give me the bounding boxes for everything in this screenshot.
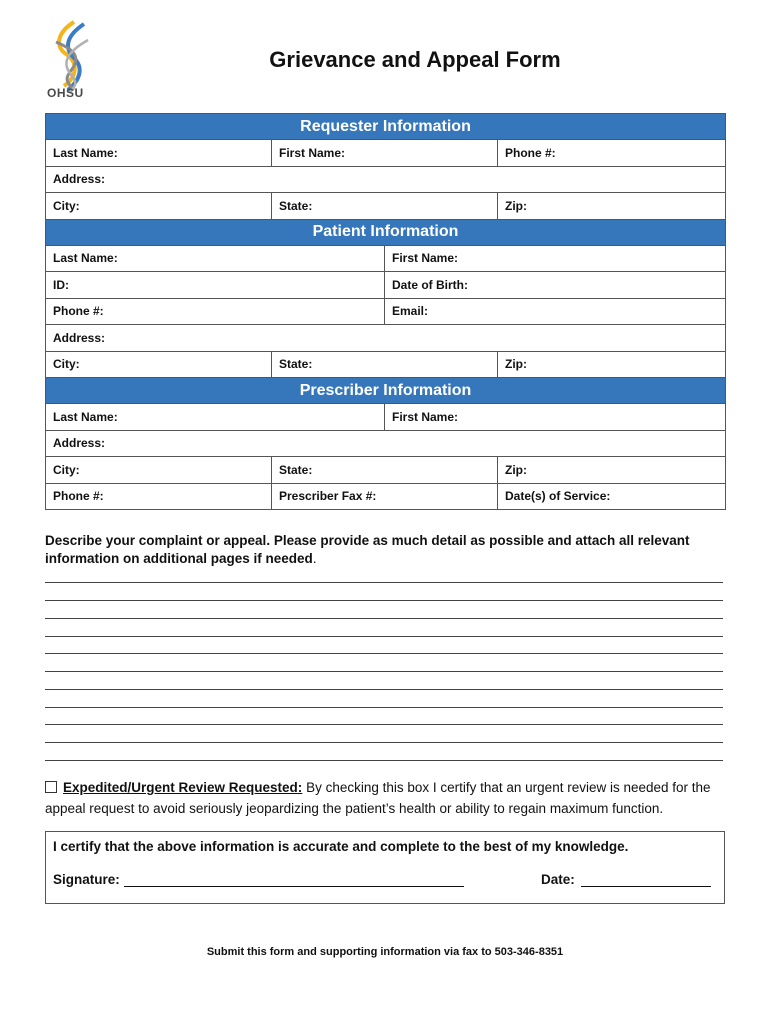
certification-box: [45, 831, 725, 904]
patient-id-field[interactable]: ID:: [46, 272, 385, 299]
patient-dob-field[interactable]: Date of Birth:: [385, 272, 726, 299]
date-label: Date:: [541, 872, 575, 887]
urgent-review-text: By checking this box I certify that an urgent review is needed for the appeal request to avoid seriously jeopardizing the patient’s health or ability to regain maximum function.: [45, 780, 711, 816]
patient-first-name-field[interactable]: First Name:: [385, 245, 726, 272]
description-line[interactable]: [45, 671, 723, 672]
certification-statement: I certify that the above information is accurate and complete to the best of my knowledge.: [53, 839, 629, 854]
patient-city-field[interactable]: City:: [46, 351, 272, 378]
date-line[interactable]: [581, 886, 711, 887]
prescriber-dates-of-service-field[interactable]: Date(s) of Service:: [498, 483, 726, 510]
prescriber-state-field[interactable]: State:: [272, 457, 498, 484]
patient-email-field[interactable]: Email:: [385, 298, 726, 325]
patient-zip-field[interactable]: Zip:: [498, 351, 726, 378]
description-line[interactable]: [45, 653, 723, 654]
prescriber-section-header: Prescriber Information: [46, 378, 726, 404]
description-line[interactable]: [45, 742, 723, 743]
urgent-review-label: Expedited/Urgent Review Requested:: [63, 780, 303, 795]
prescriber-city-field[interactable]: City:: [46, 457, 272, 484]
patient-last-name-field[interactable]: Last Name:: [46, 245, 385, 272]
requester-last-name-field[interactable]: Last Name:: [46, 140, 272, 167]
prescriber-address-field[interactable]: Address:: [46, 430, 726, 457]
description-line[interactable]: [45, 760, 723, 761]
description-line[interactable]: [45, 724, 723, 725]
complaint-description-text: Describe your complaint or appeal. Please provide as much detail as possible and attach all relevant information on additional pages if needed: [45, 533, 690, 566]
signature-label: Signature:: [53, 872, 120, 887]
information-form-table: [45, 113, 726, 510]
page-title: Grievance and Appeal Form: [269, 47, 561, 72]
fax-instructions: Submit this form and supporting information via fax to 503-346-8351: [206, 946, 564, 958]
patient-phone-field[interactable]: Phone #:: [46, 298, 385, 325]
urgent-review-checkbox[interactable]: [45, 781, 57, 793]
patient-address-field[interactable]: Address:: [46, 325, 726, 352]
signature-line[interactable]: [124, 886, 464, 887]
requester-section-header: Requester Information: [46, 114, 726, 140]
requester-first-name-field[interactable]: First Name:: [272, 140, 498, 167]
requester-address-field[interactable]: Address:: [46, 166, 726, 193]
complaint-description-prompt: [45, 532, 725, 568]
prescriber-phone-field[interactable]: Phone #:: [46, 483, 272, 510]
patient-state-field[interactable]: State:: [272, 351, 498, 378]
complaint-description-period: .: [312, 551, 317, 566]
prescriber-fax-field[interactable]: Prescriber Fax #:: [272, 483, 498, 510]
prescriber-last-name-field[interactable]: Last Name:: [46, 404, 385, 431]
description-line[interactable]: [45, 689, 723, 690]
requester-city-field[interactable]: City:: [46, 193, 272, 220]
description-line[interactable]: [45, 582, 723, 583]
prescriber-first-name-field[interactable]: First Name:: [385, 404, 726, 431]
description-line[interactable]: [45, 636, 723, 637]
description-line[interactable]: [45, 600, 723, 601]
requester-phone-field[interactable]: Phone #:: [498, 140, 726, 167]
prescriber-zip-field[interactable]: Zip:: [498, 457, 726, 484]
description-line[interactable]: [45, 618, 723, 619]
patient-section-header: Patient Information: [46, 219, 726, 245]
urgent-review-section: [45, 777, 725, 819]
logo-text: OHSU: [47, 86, 84, 100]
requester-zip-field[interactable]: Zip:: [498, 193, 726, 220]
requester-state-field[interactable]: State:: [272, 193, 498, 220]
description-line[interactable]: [45, 707, 723, 708]
